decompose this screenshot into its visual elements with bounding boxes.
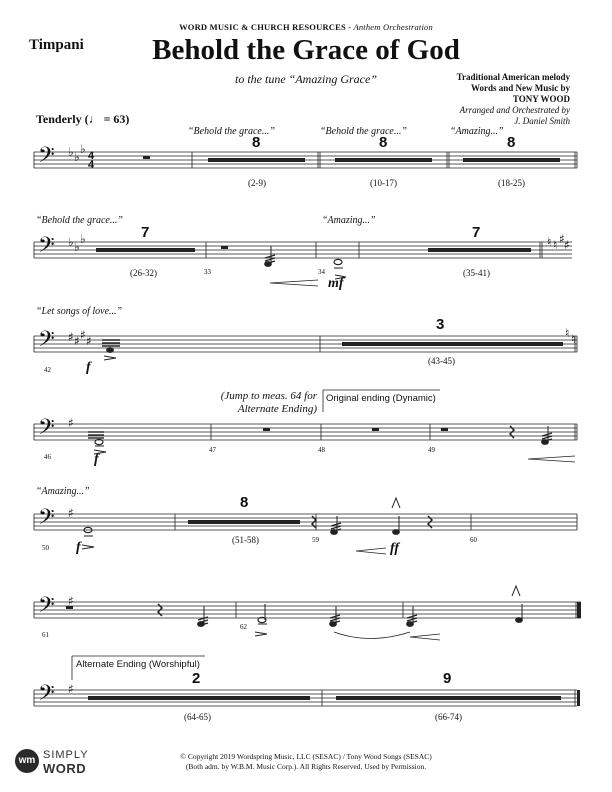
multirest-count: 9 [443, 670, 452, 687]
time-signature-bottom: 4 [88, 159, 95, 171]
measure-range: (35-41) [463, 268, 490, 278]
lyric-cue: “Let songs of love...” [36, 306, 123, 317]
final-barline-1 [577, 602, 581, 618]
whole-rest [441, 428, 448, 431]
measure-range: (51-58) [232, 535, 259, 545]
flat-icon: ♭ [80, 232, 86, 246]
crescendo-hairpin [528, 456, 575, 462]
staff-system-5 [34, 514, 577, 530]
time-signature [88, 152, 94, 170]
dynamic-mark: f [76, 540, 81, 555]
final-barline-2 [577, 690, 580, 706]
measure-number: 34 [318, 268, 325, 276]
multirest-count: 3 [436, 316, 445, 333]
measure-range: (18-25) [498, 178, 525, 188]
lyric-cue: “Amazing...” [36, 486, 90, 497]
jump-instruction [190, 390, 317, 416]
bass-clef-icon: 𝄢 [38, 143, 55, 173]
jump-line-2: Alternate Ending) [237, 403, 317, 415]
bass-clef-icon: 𝄢 [38, 233, 55, 263]
marcato [392, 498, 400, 508]
measure-number: 33 [204, 268, 211, 276]
measure-number: 50 [42, 544, 49, 552]
sharp-icon: ♯ [74, 334, 80, 348]
lyric-cue: “Amazing...” [450, 126, 504, 137]
tempo-value: = 63) [103, 112, 130, 126]
roll-note [393, 530, 400, 535]
ending-label: Alternate Ending (Worshipful) [76, 659, 200, 670]
measure-number: 47 [209, 446, 216, 454]
sharp-icon: ♯ [86, 334, 92, 348]
bass-clef-icon: 𝄢 [38, 327, 55, 357]
quarter-note-icon: ♩ [88, 112, 101, 126]
measure-number: 42 [44, 366, 51, 374]
measure-range: (64-65) [184, 712, 211, 722]
multirest-count: 7 [472, 224, 481, 241]
whole-rest [263, 428, 270, 431]
multirest-bar [335, 158, 432, 162]
series-name: - Anthem Orchestration [348, 22, 433, 32]
measure-number: 49 [428, 446, 435, 454]
multirest-count: 8 [507, 134, 516, 151]
publisher-name: WORD MUSIC & CHURCH RESOURCES [179, 22, 346, 32]
tempo-text: Tenderly ( [36, 112, 89, 126]
multirest-bar [188, 520, 300, 524]
dynamic-mark: mf [328, 276, 344, 291]
multirest-count: 8 [252, 134, 261, 151]
dynamic-mark: f [94, 452, 99, 467]
decrescendo [270, 280, 318, 286]
bass-clef-icon: 𝄢 [38, 505, 55, 535]
dynamic-mark: f [86, 360, 91, 375]
crescendo-hairpin [410, 634, 440, 640]
multirest-bar [208, 158, 305, 162]
sharp-icon: ♯ [564, 238, 570, 252]
natural-icon: ♮ [571, 332, 576, 346]
sharp-icon: ♯ [68, 594, 74, 608]
whole-rest [372, 428, 379, 431]
accent [104, 356, 116, 360]
measure-number: 61 [42, 631, 49, 639]
natural-icon: ♮ [553, 238, 558, 252]
flat-icon: ♭ [68, 145, 74, 159]
logo-line-1: SIMPLY [43, 749, 89, 761]
flat-icon: ♭ [74, 240, 80, 254]
jump-line-1: (Jump to meas. 64 for [220, 390, 317, 402]
multirest-bar [428, 248, 531, 252]
marcato [512, 586, 520, 596]
multirest-bar [88, 696, 310, 700]
multirest-bar [96, 248, 195, 252]
multirest-count: 7 [141, 224, 150, 241]
lyric-cue: “Behold the grace...” [188, 126, 275, 137]
lyric-cue: “Behold the grace...” [36, 215, 123, 226]
tie [334, 632, 410, 639]
natural-icon: ♮ [565, 326, 570, 340]
measure-number: 46 [44, 453, 51, 461]
sharp-icon: ♯ [80, 328, 86, 342]
logo-line-2: WORD [43, 761, 87, 776]
dynamic-mark: ff [390, 541, 400, 556]
grace-notes [107, 348, 114, 353]
crescendo-hairpin [356, 548, 386, 554]
lyric-cue: “Behold the grace...” [320, 126, 407, 137]
bass-clef-icon: 𝄢 [38, 681, 55, 711]
accent [255, 632, 267, 636]
logo-mark-icon: wm [15, 749, 39, 773]
credit-arranger-label: Arranged and Orchestrated by [459, 105, 570, 115]
credit-words-label: Words and New Music by [470, 83, 570, 93]
multirest-count: 8 [240, 494, 249, 511]
multirest-bar [463, 158, 560, 162]
whole-note [334, 259, 342, 264]
natural-icon: ♮ [547, 235, 552, 249]
flat-icon: ♭ [68, 235, 74, 249]
sharp-icon: ♯ [68, 682, 74, 696]
measure-range: (26-32) [130, 268, 157, 278]
credit-arranger: J. Daniel Smith [514, 116, 570, 126]
sharp-icon: ♯ [68, 506, 74, 520]
sharp-icon: ♯ [68, 416, 74, 430]
measure-range: (66-74) [435, 712, 462, 722]
whole-rest [143, 156, 150, 159]
eighth-note [516, 618, 523, 623]
instrument-name: Timpani [29, 37, 84, 53]
ending-label: Original ending (Dynamic) [326, 393, 436, 404]
accent [82, 545, 94, 549]
credit-composer: TONY WOOD [512, 94, 570, 104]
multirest-count: 2 [192, 670, 201, 687]
measure-range: (10-17) [370, 178, 397, 188]
sharp-icon: ♯ [68, 330, 74, 344]
staff-system-6 [34, 602, 581, 618]
credit-melody: Traditional American melody [456, 72, 570, 82]
multirest-bar [342, 342, 563, 346]
song-subtitle: to the tune “Amazing Grace” [235, 72, 377, 86]
multirest-count: 8 [379, 134, 388, 151]
copyright-line-1: © Copyright 2019 Wordspring Music, LLC (SESAC) / Tony Wood Songs (SESAC) [180, 752, 432, 761]
measure-range: (43-45) [428, 356, 455, 366]
measure-range: (2-9) [248, 178, 266, 188]
measure-number: 62 [240, 623, 247, 631]
time-signature-top: 4 [88, 150, 95, 162]
measure-number: 59 [312, 536, 319, 544]
flat-icon: ♭ [80, 142, 86, 156]
bass-clef-icon: 𝄢 [38, 593, 55, 623]
sharp-icon: ♯ [559, 232, 565, 246]
measure-number: 48 [318, 446, 325, 454]
song-title: Behold the Grace of God [152, 34, 460, 66]
flat-icon: ♭ [74, 150, 80, 164]
copyright-line-2: (Both adm. by W.B.M. Music Corp.). All Rights Reserved. Used by Permission. [185, 762, 427, 771]
whole-rest [221, 246, 228, 249]
lyric-cue: “Amazing...” [322, 215, 376, 226]
measure-number: 60 [470, 536, 477, 544]
multirest-bar [336, 696, 561, 700]
bass-clef-icon: 𝄢 [38, 415, 55, 445]
simply-word-logo [15, 745, 95, 781]
